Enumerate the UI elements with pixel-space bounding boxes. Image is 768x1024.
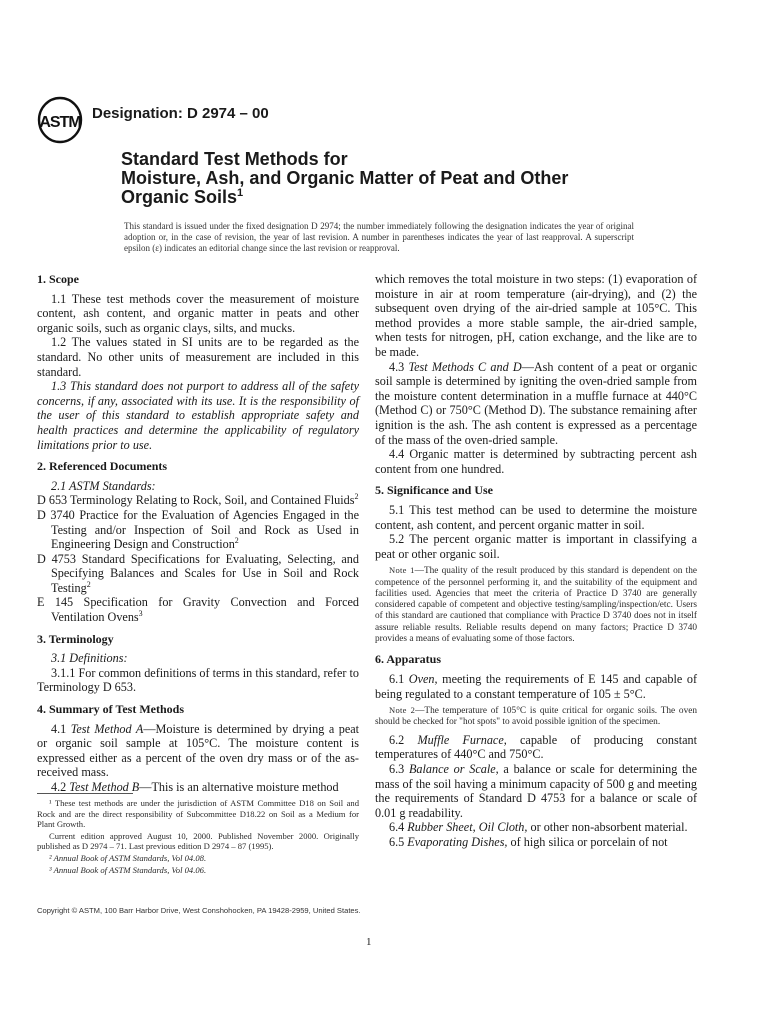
left-column bbox=[37, 272, 359, 795]
footnote-1: ¹ These test methods are under the jurisdiction of ASTM Committee D18 on Soil and Rock and are the direct responsibility of Subcommittee D18.22 on Soil as a Medium for Plant Growth. bbox=[37, 798, 359, 830]
reference-e145: E 145 Specification for Gravity Convection and Forced Ventilation Ovens$^3$ bbox=[37, 595, 359, 625]
reference-d4753: D 4753 Standard Specifications for Evaluating, Selecting, and Specifying Balances and Scales for Use in Soil and Rock Testing$^2$ bbox=[37, 551, 359, 595]
section-heading-scope: 1. Scope bbox=[37, 272, 79, 286]
paragraph-1-3: 1.3 This standard does not purport to address all of the safety concerns, if any, associated with its use. It is the responsibility of the user of this standard to establish appropriate safety and health practices and determine the applicability of regulatory limitations prior to use. bbox=[37, 379, 359, 452]
standard-notice: This standard is issued under the fixed designation D 2974; the number immediately following the designation indicates the year of original adoption or, in the case of revision, the year of last revision. A number in parentheses indicates the year of last reapproval. A superscript epsilon (ε) indicates an editorial change since the last revision or reapproval. bbox=[124, 221, 634, 253]
title-line-3: Organic Soils$^1$ bbox=[121, 187, 244, 207]
paragraph-3-1-1: 3.1.1 For common definitions of terms in this standard, refer to Terminology D 653. bbox=[37, 665, 359, 695]
note-2: Note 2—The temperature of 105°C is quite critical for organic soils. The oven should be checked for "hot spots" to avoid possible ignition of the specimen. bbox=[375, 705, 697, 728]
reference-d3740: D 3740 Practice for the Evaluation of Agencies Engaged in the Testing and/or Inspection of Soil and Rock as Used in Engineering Design and Construction$^2$ bbox=[37, 507, 359, 552]
right-column bbox=[375, 272, 697, 849]
paragraph-1-1: 1.1 These test methods cover the measurement of moisture content, ash content, and organic matter in peats and other organic soils, such as organic clays, silts, and mucks. bbox=[37, 291, 359, 335]
section-heading-summary: 4. Summary of Test Methods bbox=[37, 702, 185, 717]
paragraph-5-1: 5.1 This test method can be used to determine the moisture content, ash content, and percent organic matter in soil. bbox=[375, 502, 697, 532]
svg-text:ASTM: ASTM bbox=[39, 114, 81, 131]
paragraph-6-1: 6.1 Oven, meeting the requirements of E 145 and capable of being regulated to a constant temperature of 105 ± 5°C. bbox=[375, 671, 698, 701]
section-heading-apparatus: 6. Apparatus bbox=[375, 652, 442, 667]
note-1: Note 1—The quality of the result produced by this standard is dependent on the competence of the personnel performing it, and the suitability of the equipment and facilities used. Agencies that meet the criteria of Practice D 3740 are generally considered capable of competent and objective testing/sampling/inspection/etc. Users of this standard are cautioned that compliance with Practice D 3740 does not in itself assure reliable results. Reliable results depend on many factors; Practice D 3740 provides a means of evaluating some of those factors. bbox=[375, 565, 697, 645]
paragraph-6-2: 6.2 Muffle Furnace, capable of producing constant temperatures of 440°C and 750°C. bbox=[375, 732, 697, 762]
reference-d653: D 653 Terminology Relating to Rock, Soil, and Contained Fluids$^2$ bbox=[37, 492, 359, 508]
designation: Designation: D 2974 – 00 bbox=[92, 105, 269, 122]
footnotes bbox=[37, 798, 359, 876]
paragraph-6-4: 6.4 Rubber Sheet, Oil Cloth, or other non-absorbent material. bbox=[389, 820, 688, 835]
footnote-2: ² Annual Book of ASTM Standards, Vol 04.08. bbox=[49, 852, 207, 863]
document-title bbox=[121, 150, 681, 207]
footnote-1-continued: Current edition approved August 10, 2000. Published November 2000. Originally published as D 2974 – 71. Last previous edition D 2974 – 87 (1995). bbox=[37, 830, 359, 852]
copyright-notice: Copyright © ASTM, 100 Barr Harbor Drive, West Conshohocken, PA 19428-2959, United States. bbox=[37, 906, 361, 915]
paragraph-3-1: 3.1 Definitions: bbox=[51, 651, 128, 666]
paragraph-4-3: 4.3 Test Methods C and D—Ash content of a peat or organic soil sample is determined by igniting the oven-dried sample from the moisture content determination in a muffle furnace at 440°C (Method C) or 750°C (Method D). The substance remaining after ignition is the ash. The ash content is expressed as a percentage of the mass of the oven-dried sample. bbox=[375, 359, 697, 447]
paragraph-6-5: 6.5 Evaporating Dishes, of high silica or porcelain of not bbox=[389, 834, 668, 849]
paragraph-1-2: 1.2 The values stated in SI units are to be regarded as the standard. No other units of measurement are included in this standard. bbox=[37, 335, 359, 379]
footnote-3: ³ Annual Book of ASTM Standards, Vol 04.06. bbox=[49, 864, 207, 875]
paragraph-4-1: 4.1 Test Method A—Moisture is determined by drying a peat or organic soil sample at 105°C. The moisture content is expressed either as a percent of the oven dry mass or of the as-received mass. bbox=[37, 721, 360, 780]
astm-logo bbox=[37, 96, 83, 144]
footnote-divider bbox=[37, 793, 133, 794]
paragraph-6-3: 6.3 Balance or Scale, a balance or scale for determining the mass of the soil having a minimum capacity of 500 g and meeting the requirements of Standard D 4753 for a balance or scale of 0.01 g readability. bbox=[375, 761, 698, 820]
page-number: 1 bbox=[366, 936, 372, 948]
paragraph-4-2-continued: which removes the total moisture in two steps: (1) evaporation of moisture in air at room temperature (air-drying), and (2) the subsequent oven drying of the air-dried sample at 105°C. This method provides a more stable sample, the air-dried sample, when tests for nitrogen, pH, cation exchange, and the like are to be made. bbox=[375, 272, 697, 359]
title-line-2: Moisture, Ash, and Organic Matter of Peat and Other bbox=[121, 168, 569, 188]
paragraph-5-2: 5.2 The percent organic matter is important in classifying a peat or other organic soil. bbox=[375, 532, 697, 561]
title-line-1: Standard Test Methods for bbox=[121, 149, 348, 169]
title-footnote-mark: 1 bbox=[237, 187, 244, 199]
paragraph-2-1: 2.1 ASTM Standards: bbox=[51, 478, 156, 493]
section-heading-significance: 5. Significance and Use bbox=[375, 483, 494, 498]
section-heading-terminology: 3. Terminology bbox=[37, 631, 114, 646]
paragraph-4-4: 4.4 Organic matter is determined by subtracting percent ash content from one hundred. bbox=[375, 447, 697, 476]
section-heading-referenced-documents: 2. Referenced Documents bbox=[37, 459, 168, 474]
paragraph-4-2: 4.2 Test Method B—This is an alternative moisture method bbox=[51, 780, 339, 794]
